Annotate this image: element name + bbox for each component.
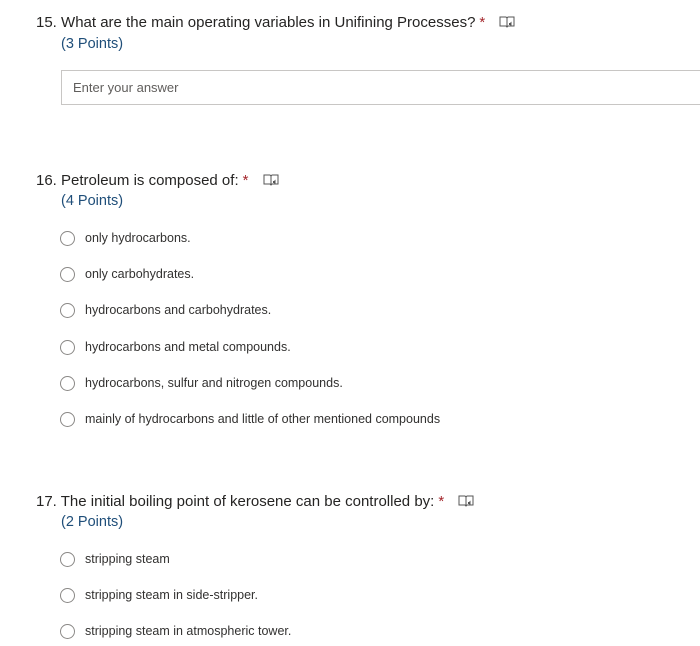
option-stripping-steam[interactable] (60, 549, 170, 569)
option-label: only hydrocarbons. (85, 231, 191, 245)
option-stripping-steam-side-stripper[interactable] (60, 585, 258, 605)
radio-unselected-icon[interactable] (60, 624, 75, 639)
question-text: Petroleum is composed of: (61, 172, 239, 189)
radio-unselected-icon[interactable] (60, 303, 75, 318)
option-hydrocarbons-sulfur-nitrogen[interactable] (60, 373, 343, 393)
option-hydrocarbons-and-carbohydrates[interactable] (60, 300, 271, 320)
immersive-reader-icon[interactable] (458, 494, 474, 508)
question-text: What are the main operating variables in Unifining Processes? (61, 14, 476, 31)
radio-unselected-icon[interactable] (60, 552, 75, 567)
option-label: stripping steam (85, 552, 170, 566)
option-label: stripping steam in side-stripper. (85, 588, 258, 602)
required-asterisk: * (438, 493, 445, 510)
immersive-reader-icon[interactable] (499, 15, 515, 29)
question-number: 16. (36, 172, 57, 189)
question-points: (4 Points) (61, 193, 124, 209)
option-hydrocarbons-and-metal[interactable] (60, 337, 291, 357)
option-label: hydrocarbons and carbohydrates. (85, 303, 272, 317)
option-only-hydrocarbons[interactable] (60, 228, 191, 248)
answer-text-box (61, 70, 700, 105)
required-asterisk: * (242, 172, 249, 189)
question-16-title (36, 172, 279, 190)
option-label: hydrocarbons, sulfur and nitrogen compounds. (85, 376, 343, 390)
option-only-carbohydrates[interactable] (60, 264, 194, 284)
question-text: The initial boiling point of kerosene can be controlled by: (60, 493, 435, 510)
radio-unselected-icon[interactable] (60, 376, 75, 391)
radio-unselected-icon[interactable] (60, 340, 75, 355)
radio-unselected-icon[interactable] (60, 412, 75, 427)
immersive-reader-icon[interactable] (263, 173, 279, 187)
required-asterisk: * (479, 14, 486, 31)
question-number: 15. (36, 14, 57, 31)
option-label: stripping steam in atmospheric tower. (85, 624, 292, 638)
question-17-title (36, 493, 474, 511)
option-label: mainly of hydrocarbons and little of other mentioned compounds (85, 412, 441, 426)
option-mainly-hydrocarbons[interactable] (60, 409, 440, 429)
question-15-title (36, 14, 515, 32)
question-points: (3 Points) (61, 36, 124, 52)
option-label: only carbohydrates. (85, 267, 195, 281)
answer-input[interactable] (62, 71, 700, 104)
question-points: (2 Points) (61, 514, 124, 530)
radio-unselected-icon[interactable] (60, 588, 75, 603)
radio-unselected-icon[interactable] (60, 267, 75, 282)
option-label: hydrocarbons and metal compounds. (85, 340, 291, 354)
option-stripping-steam-atmospheric-tower[interactable] (60, 621, 291, 641)
radio-unselected-icon[interactable] (60, 231, 75, 246)
question-number: 17. (36, 493, 57, 510)
